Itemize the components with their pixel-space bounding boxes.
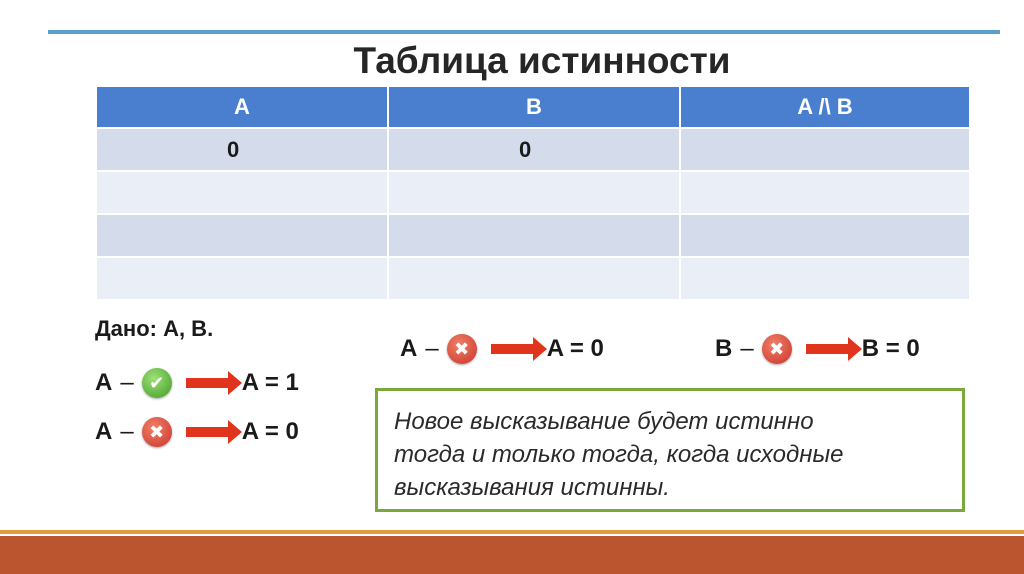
cell-a: 0 xyxy=(97,128,388,171)
rule-dash: – xyxy=(120,418,134,445)
cell-b xyxy=(388,214,680,257)
truth-table xyxy=(97,87,969,299)
bottom-accent-line xyxy=(0,530,1024,534)
definition-line: тогда и только тогда, когда исходные xyxy=(394,441,844,468)
rule-b-false xyxy=(715,334,920,364)
bottom-band xyxy=(0,536,1024,574)
given-text: Дано: А, В. xyxy=(95,316,214,341)
top-rule xyxy=(48,30,1000,34)
table-row xyxy=(97,128,969,171)
rule-dash: – xyxy=(120,369,134,396)
table-header-row xyxy=(97,87,969,128)
arrow-right-icon xyxy=(806,344,850,354)
cell-a xyxy=(97,171,388,214)
definition-line: Новое высказывание будет истинно xyxy=(394,408,814,435)
rule-a-true xyxy=(95,368,299,398)
cell-a xyxy=(97,214,388,257)
cell-a-and-b xyxy=(680,214,969,257)
cross-icon: ✖ xyxy=(762,334,792,364)
rule-result: A = 0 xyxy=(546,335,604,362)
rule-result: B = 0 xyxy=(861,335,920,362)
cell-a-and-b xyxy=(680,128,969,171)
header-b: B xyxy=(388,87,680,128)
definition-box xyxy=(375,388,965,512)
rule-a-false-2 xyxy=(400,334,604,364)
cell-a xyxy=(97,257,388,299)
rule-dash: – xyxy=(425,335,439,362)
table-row xyxy=(97,257,969,299)
table-row xyxy=(97,171,969,214)
cell-b xyxy=(388,257,680,299)
cross-icon: ✖ xyxy=(142,417,172,447)
table-row xyxy=(97,214,969,257)
rule-var: A xyxy=(400,335,418,362)
cross-icon: ✖ xyxy=(447,334,477,364)
arrow-right-icon xyxy=(186,427,230,437)
rule-var: A xyxy=(95,418,113,445)
cell-a-and-b xyxy=(680,171,969,214)
cell-b: 0 xyxy=(388,128,680,171)
header-a: A xyxy=(97,87,388,128)
arrow-right-icon xyxy=(491,344,535,354)
arrow-right-icon xyxy=(186,378,230,388)
rule-dash: – xyxy=(740,335,754,362)
rule-result: A = 1 xyxy=(241,369,299,396)
header-a-and-b: A /\ B xyxy=(680,87,969,128)
cell-a-and-b xyxy=(680,257,969,299)
cell-b xyxy=(388,171,680,214)
rule-result: A = 0 xyxy=(241,418,299,445)
rule-var: B xyxy=(715,335,733,362)
check-icon: ✔ xyxy=(142,368,172,398)
rule-var: A xyxy=(95,369,113,396)
page-title: Таблица истинности xyxy=(353,40,731,81)
rule-a-false xyxy=(95,417,299,447)
definition-line: высказывания истинны. xyxy=(394,474,670,501)
